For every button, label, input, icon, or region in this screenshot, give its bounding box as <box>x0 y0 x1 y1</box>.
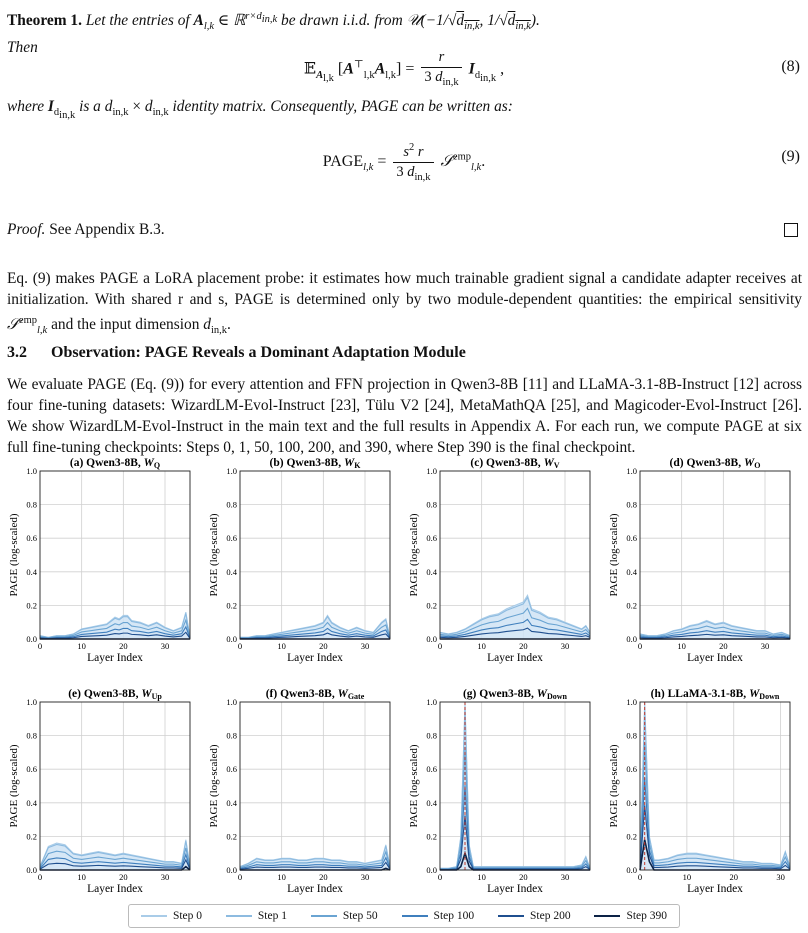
chart-panel-a <box>6 455 200 670</box>
chart-svg-h <box>606 686 800 901</box>
chart-title: (f) Qwen3-8B, WGate <box>265 688 365 701</box>
section-heading: 3.2 Observation: PAGE Reveals a Dominant Adaptation Module <box>7 344 466 361</box>
x-axis-label: Layer Index <box>287 883 343 895</box>
x-tick-label: 10 <box>277 872 286 882</box>
x-tick-label: 30 <box>160 641 170 651</box>
y-tick-label: 0.0 <box>626 634 637 644</box>
chart-svg-e <box>6 686 200 901</box>
equation-8: 𝔼$_{A_{l,k}}$ $[A^⊤_{l,k}A_{l,k}]$ = $\frac{r}{3 d_{in,k}}$ $I_{d_{in,k}}$ , (8) <box>303 49 800 88</box>
y-tick-label: 0.8 <box>626 499 637 510</box>
y-tick-label: 0.6 <box>426 764 437 775</box>
legend-item-step50: Step 50 <box>311 910 378 922</box>
x-tick-label: 10 <box>77 872 86 882</box>
y-tick-label: 1.0 <box>226 697 237 707</box>
y-tick-label: 0.6 <box>226 533 237 544</box>
y-tick-label: 0.4 <box>226 797 237 808</box>
chart-svg-a <box>6 455 200 670</box>
x-tick-label: 0 <box>37 641 43 651</box>
paragraph-evaluation: We evaluate PAGE (Eq. (9)) for every attention and FFN projection in Qwen3-8B [11] and LLaMA-3.1-8B-Instruct [12] across four fine-tuning datasets: WizardLM-Evol-Instruct [23], Tülu V2 [24], MetaMathQA [25], and Magicoder-Evol-Instruct [26]. We show WizardLM-Evol-Instruct in the main text and the full results in Appendix A. For each run, we compute PAGE at six full fine-tuning checkpoints: Steps 0, 1, 50, 100, 200, and 390, where Step 390 is the final checkpoint. <box>7 376 802 456</box>
x-tick-label: 0 <box>437 872 443 882</box>
x-axis-label: Layer Index <box>87 883 143 895</box>
x-tick-label: 10 <box>277 641 286 651</box>
x-tick-label: 20 <box>119 641 128 651</box>
y-tick-label: 0.8 <box>426 730 437 741</box>
y-tick-label: 0.0 <box>26 865 37 875</box>
y-tick-label: 0.0 <box>226 634 237 644</box>
chart-title: (c) Qwen3-8B, WV <box>470 457 560 470</box>
equation-9: $PAGE_{l,k}$ = $\frac{s^2 r}{3 d_{in,k}}$ 𝒮$^{emp}_{l,k}$. (9) <box>0 132 808 178</box>
y-tick-label: 0.2 <box>26 831 37 842</box>
x-tick-label: 10 <box>682 872 692 882</box>
y-tick-label: 0.2 <box>626 600 637 611</box>
x-tick-label: 20 <box>719 641 728 651</box>
y-tick-label: 0.6 <box>626 764 637 775</box>
x-tick-label: 10 <box>77 641 86 651</box>
chart-svg-d <box>606 455 800 670</box>
x-tick-label: 0 <box>237 641 243 651</box>
x-tick-label: 20 <box>519 641 528 651</box>
y-tick-label: 0.6 <box>26 764 37 775</box>
chart-svg-b <box>206 455 400 670</box>
y-tick-label: 0.8 <box>226 499 237 510</box>
y-tick-label: 1.0 <box>426 697 437 707</box>
y-tick-label: 0.4 <box>426 566 437 577</box>
chart-title: (e) Qwen3-8B, WUp <box>68 688 162 701</box>
x-tick-label: 20 <box>319 872 328 882</box>
y-tick-label: 0.4 <box>26 797 37 808</box>
plot-frame <box>40 471 190 639</box>
x-axis-label: Layer Index <box>687 883 743 895</box>
x-tick-label: 10 <box>677 641 686 651</box>
x-tick-label: 20 <box>729 872 738 882</box>
y-tick-label: 1.0 <box>426 466 437 476</box>
chart-panel-d <box>606 455 800 670</box>
y-axis-label: PAGE (log-scaled) <box>408 744 420 828</box>
y-tick-label: 0.8 <box>426 499 437 510</box>
y-tick-label: 1.0 <box>626 466 637 476</box>
y-tick-label: 0.8 <box>26 499 37 510</box>
y-tick-label: 0.4 <box>426 797 437 808</box>
x-tick-label: 0 <box>637 641 643 651</box>
x-tick-label: 30 <box>760 641 770 651</box>
legend-item-step1: Step 1 <box>226 910 287 922</box>
chart-svg-g <box>406 686 600 901</box>
y-tick-label: 0.0 <box>426 634 437 644</box>
chart-panel-e <box>6 686 200 901</box>
x-tick-label: 0 <box>637 872 643 882</box>
y-tick-label: 0.4 <box>226 566 237 577</box>
chart-panel-b <box>206 455 400 670</box>
y-tick-label: 1.0 <box>26 697 37 707</box>
y-tick-label: 0.0 <box>426 865 437 875</box>
y-tick-label: 0.4 <box>626 797 637 808</box>
chart-panel-h <box>606 686 800 901</box>
y-tick-label: 0.0 <box>26 634 37 644</box>
x-tick-label: 10 <box>477 641 486 651</box>
theorem-where: where $I_{d_{in,k}}$ is a $d_{in,k} \times d_{in,k}$ identity matrix. Consequently, PAGE can be written as: <box>7 98 513 122</box>
y-axis-label: PAGE (log-scaled) <box>608 513 620 597</box>
series-area-fill <box>40 612 190 639</box>
y-tick-label: 0.0 <box>626 865 637 875</box>
x-tick-label: 20 <box>119 872 128 882</box>
chart-title: (d) Qwen3-8B, WO <box>669 457 761 470</box>
y-axis-label: PAGE (log-scaled) <box>8 744 20 828</box>
y-axis-label: PAGE (log-scaled) <box>208 744 220 828</box>
proof-line: Proof. See Appendix B.3. <box>7 221 165 238</box>
series-line-step1 <box>640 709 790 867</box>
x-tick-label: 30 <box>360 872 370 882</box>
chart-svg-f <box>206 686 400 901</box>
x-tick-label: 0 <box>37 872 43 882</box>
chart-panel-c <box>406 455 600 670</box>
theorem-statement: Theorem 1. Let the entries of $A_{l,k}$ ∈ ℝ$^{r\times d_{in,k}}$ be drawn i.i.d. from $𝒰(-1/√d_{in,k}$, $1/√d_{in,k}$). Then <box>7 11 540 57</box>
chart-title: (h) LLaMA-3.1-8B, WDown <box>650 688 780 701</box>
chart-title: (b) Qwen3-8B, WK <box>269 457 361 470</box>
chart-panel-g <box>406 686 600 901</box>
x-axis-label: Layer Index <box>287 652 343 664</box>
chart-title: (a) Qwen3-8B, WQ <box>69 457 161 470</box>
x-tick-label: 30 <box>560 641 570 651</box>
y-tick-label: 0.0 <box>226 865 237 875</box>
y-tick-label: 1.0 <box>626 697 637 707</box>
x-tick-label: 30 <box>160 872 170 882</box>
y-axis-label: PAGE (log-scaled) <box>8 513 20 597</box>
series-line-step100 <box>640 778 790 869</box>
x-axis-label: Layer Index <box>87 652 143 664</box>
y-tick-label: 0.2 <box>26 600 37 611</box>
legend-item-step0: Step 0 <box>141 910 202 922</box>
series-line-step0 <box>640 702 790 867</box>
y-tick-label: 0.2 <box>226 600 237 611</box>
plot-frame <box>240 702 390 870</box>
chart-panel-f <box>206 686 400 901</box>
qed-symbol <box>784 223 798 237</box>
paragraph-probe: Eq. (9) makes PAGE a LoRA placement probe: it estimates how much trainable gradient signal a candidate adapter receives at initialization. With shared r and s, PAGE is determined only by two module-dependent quantities: the empirical sensitivity 𝒮$^{emp}_{l,k}$ and the input dimension $d_{in,k}$. <box>7 270 802 337</box>
y-tick-label: 0.6 <box>226 764 237 775</box>
plot-frame <box>240 471 390 639</box>
theorem-label: Theorem 1. <box>7 12 82 30</box>
x-tick-label: 0 <box>437 641 443 651</box>
legend-item-step390: Step 390 <box>594 910 667 922</box>
y-tick-label: 0.4 <box>626 566 637 577</box>
x-tick-label: 20 <box>319 641 328 651</box>
y-tick-label: 0.6 <box>626 533 637 544</box>
y-axis-label: PAGE (log-scaled) <box>208 513 220 597</box>
x-tick-label: 10 <box>477 872 486 882</box>
chart-svg-c <box>406 455 600 670</box>
x-tick-label: 30 <box>560 872 570 882</box>
y-tick-label: 0.2 <box>226 831 237 842</box>
x-tick-label: 0 <box>237 872 243 882</box>
y-tick-label: 0.6 <box>426 533 437 544</box>
y-tick-label: 1.0 <box>226 466 237 476</box>
chart-title: (g) Qwen3-8B, WDown <box>462 688 568 701</box>
x-axis-label: Layer Index <box>687 652 743 664</box>
y-tick-label: 0.2 <box>426 600 437 611</box>
y-tick-label: 0.4 <box>26 566 37 577</box>
y-axis-label: PAGE (log-scaled) <box>608 744 620 828</box>
y-tick-label: 0.2 <box>626 831 637 842</box>
x-tick-label: 20 <box>519 872 528 882</box>
series-area-fill <box>640 702 790 870</box>
y-axis-label: PAGE (log-scaled) <box>408 513 420 597</box>
legend-item-step200: Step 200 <box>498 910 571 922</box>
y-tick-label: 0.6 <box>26 533 37 544</box>
y-tick-label: 0.8 <box>26 730 37 741</box>
plot-frame <box>640 702 790 870</box>
x-tick-label: 30 <box>776 872 785 882</box>
legend-item-step100: Step 100 <box>402 910 475 922</box>
x-axis-label: Layer Index <box>487 883 543 895</box>
y-tick-label: 0.2 <box>426 831 437 842</box>
y-tick-label: 0.8 <box>626 730 637 741</box>
y-tick-label: 1.0 <box>26 466 37 476</box>
series-line-step50 <box>640 743 790 867</box>
x-axis-label: Layer Index <box>487 652 543 664</box>
plot-frame <box>640 471 790 639</box>
chart-legend <box>128 904 680 928</box>
x-tick-label: 30 <box>360 641 370 651</box>
y-tick-label: 0.8 <box>226 730 237 741</box>
